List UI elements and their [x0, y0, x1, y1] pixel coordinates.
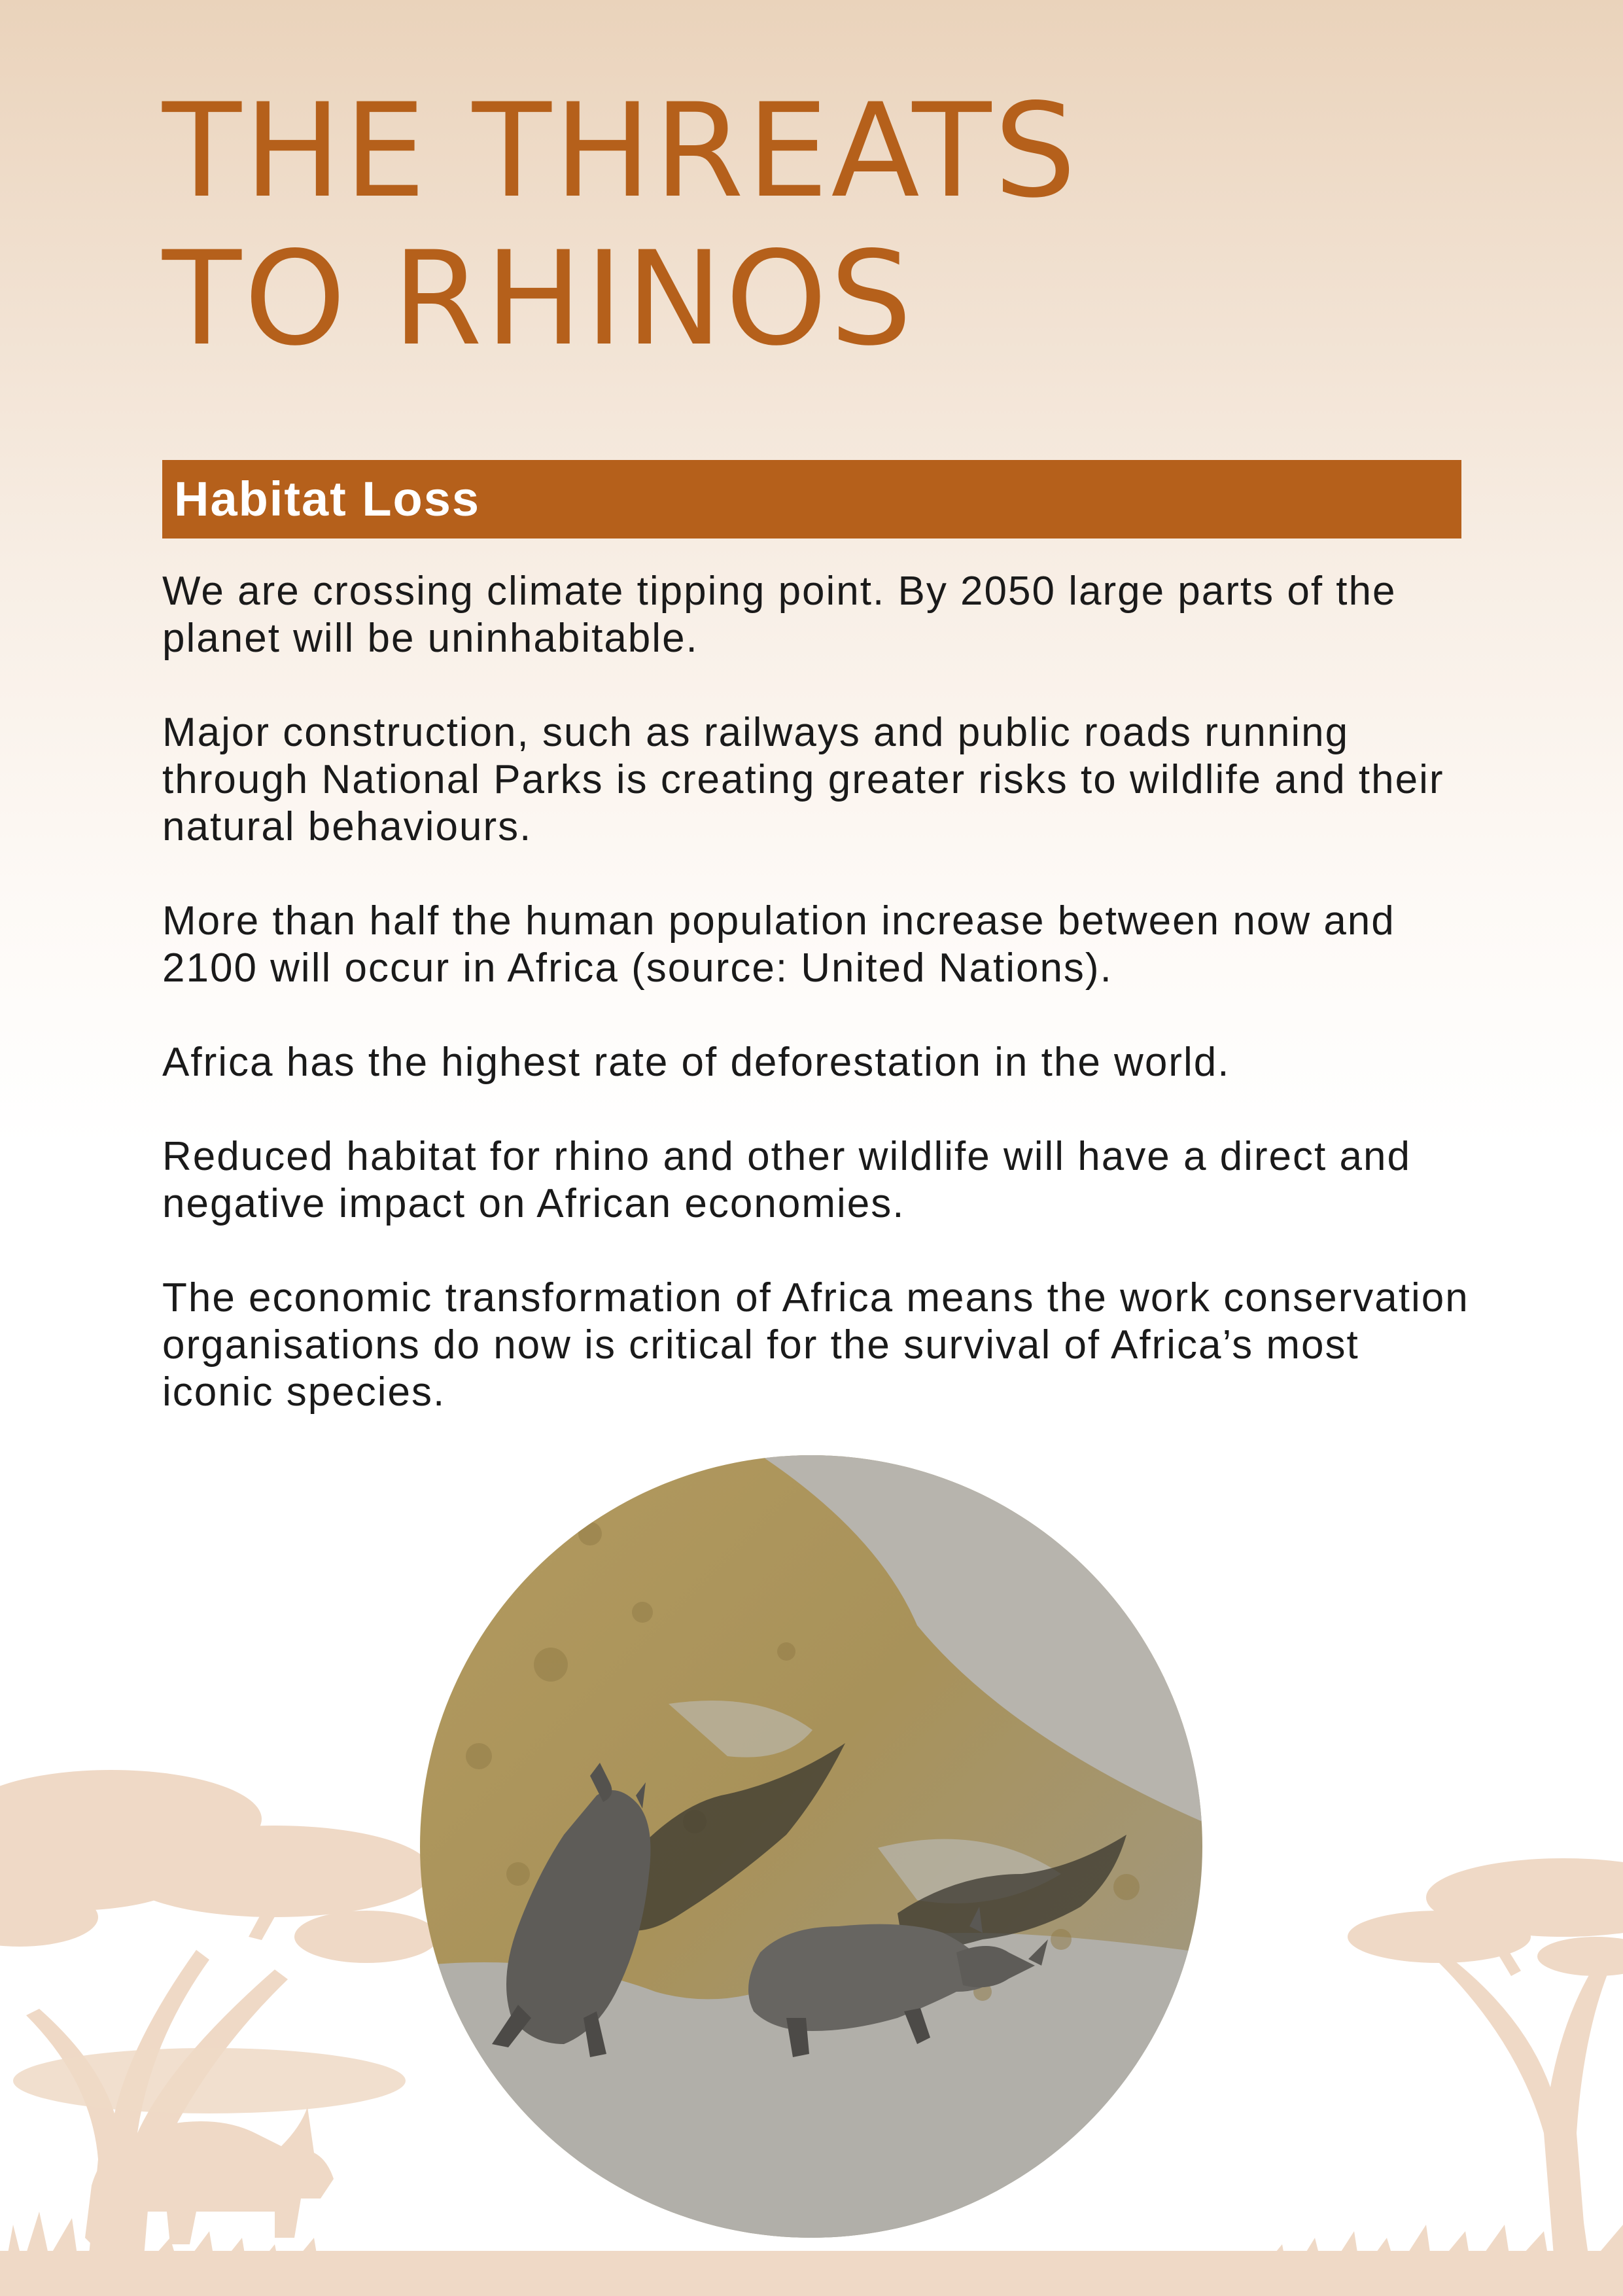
paragraph: The economic transformation of Africa means the work conservation organisations do now is critical for the survival of Africa’s most iconic species.	[162, 1275, 1469, 1415]
paragraph: We are crossing climate tipping point. By 2050 large parts of the planet will be uninhabitable.	[162, 569, 1397, 661]
section-heading-bar	[162, 460, 1461, 539]
page-title-line-2: TO RHINOS	[162, 223, 915, 374]
paragraph: Major construction, such as railways and public roads running through National Parks is creating greater risks to wildlife and their natural behaviours.	[162, 710, 1444, 849]
body-text	[162, 568, 1471, 1463]
paragraph: More than half the human population increase between now and 2100 will occur in Africa (source: United Nations).	[162, 898, 1395, 991]
aerial-rhinos-photo	[420, 1455, 1202, 2238]
acacia-tree-left-icon	[0, 1770, 438, 2296]
aerial-rhinos-illustration	[420, 1455, 1202, 2238]
section-heading: Habitat Loss	[174, 472, 481, 526]
page-title	[162, 77, 1079, 373]
paragraph: Reduced habitat for rhino and other wildlife will have a direct and negative impact on African economies.	[162, 1134, 1411, 1226]
page-title-line-1: THE THREATS	[162, 75, 1079, 226]
paragraph: Africa has the highest rate of deforestation in the world.	[162, 1040, 1230, 1085]
